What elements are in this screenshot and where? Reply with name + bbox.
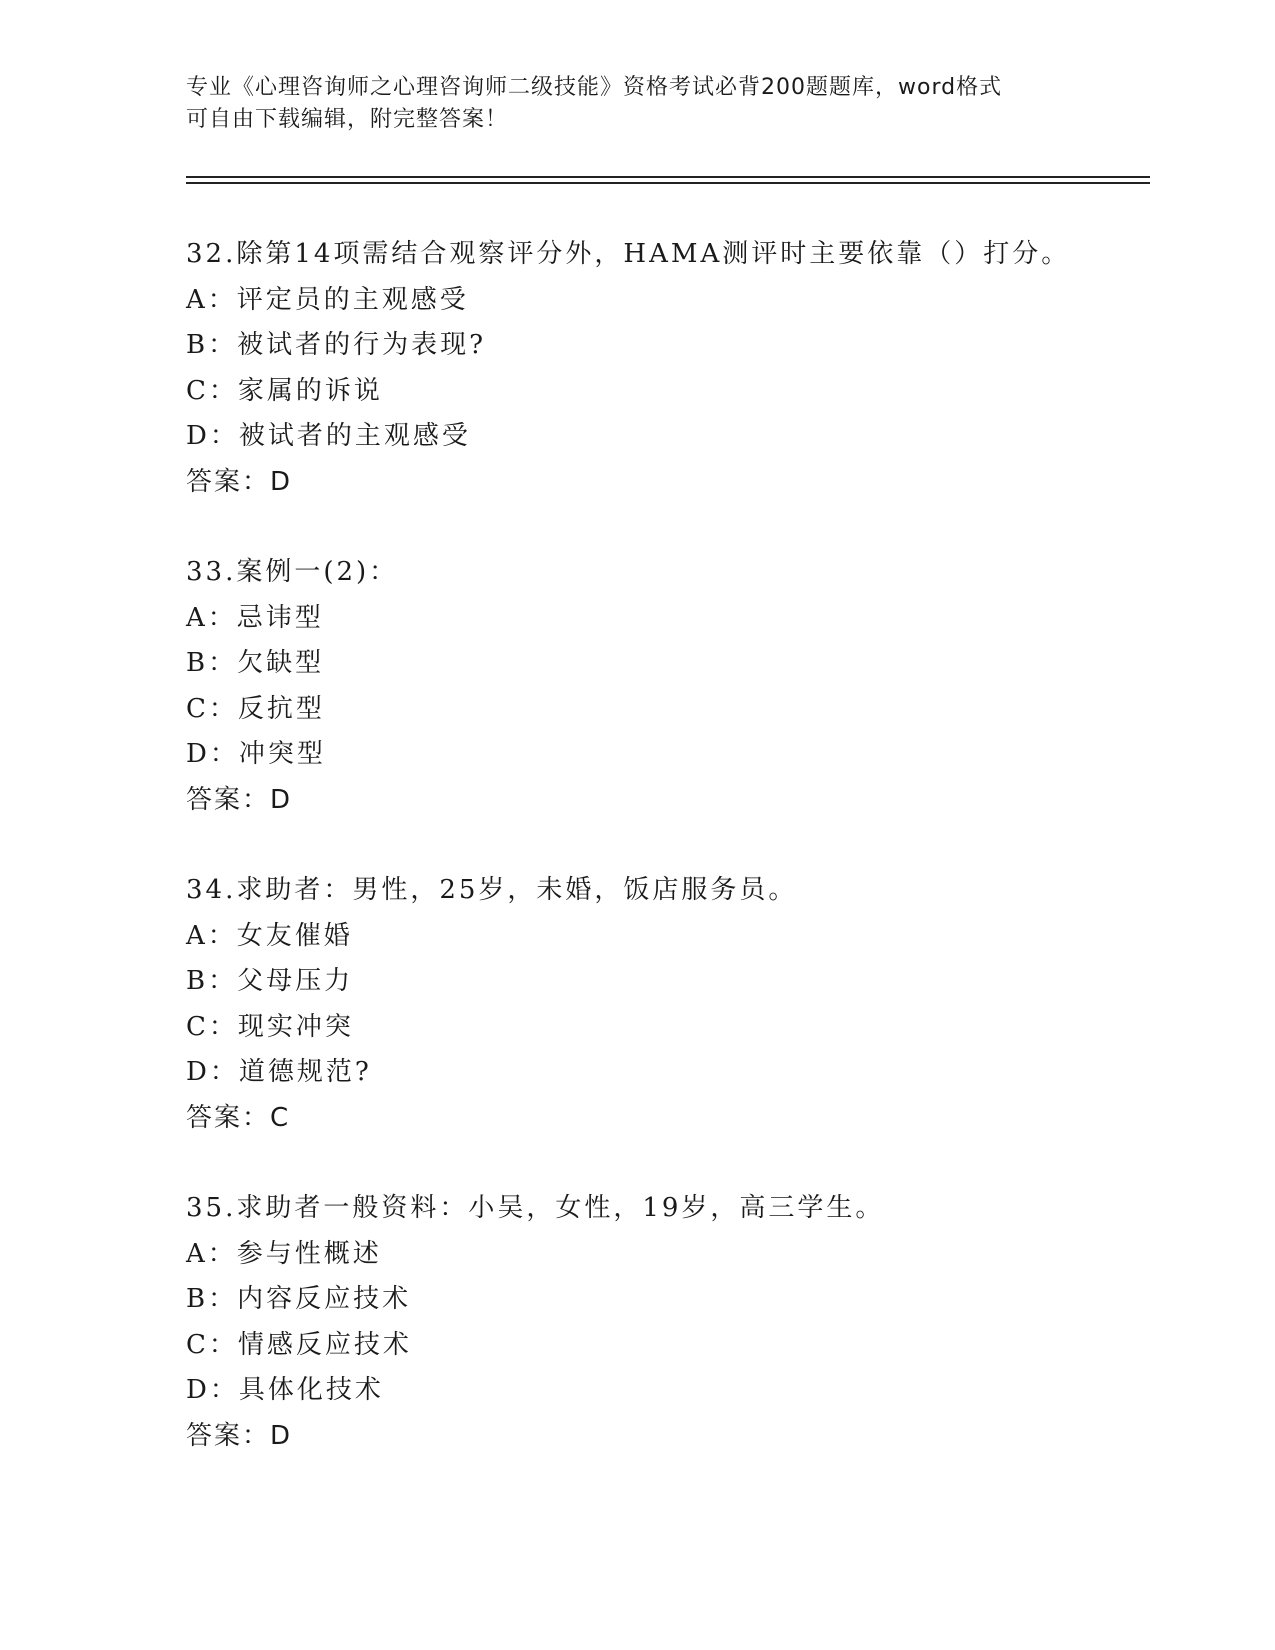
header-divider-top	[186, 176, 1150, 178]
option-b: B：内容反应技术	[186, 1284, 412, 1314]
option-d: D：冲突型	[186, 739, 326, 769]
answer-label: 答案：D	[186, 784, 293, 815]
option-c: C：情感反应技术	[186, 1329, 412, 1360]
header-subtitle-line: 可自由下载编辑，附完整答案！	[186, 107, 509, 132]
option-b: B：被试者的行为表现?	[186, 330, 487, 360]
answer-label: 答案：C	[186, 1102, 291, 1133]
question-item	[186, 232, 1186, 505]
question-stem: 34.求助者：男性，25岁，未婚，饭店服务员。	[186, 875, 798, 905]
option-d: D：道德规范?	[186, 1057, 372, 1087]
question-item	[186, 868, 1186, 1141]
option-c: C：家属的诉说	[186, 375, 383, 406]
option-c: C：现实冲突	[186, 1011, 354, 1042]
option-a: A：忌讳型	[186, 602, 324, 633]
option-d: D：被试者的主观感受	[186, 421, 471, 451]
document-header	[186, 72, 1086, 136]
question-stem: 35.求助者一般资料：小吴，女性，19岁，高三学生。	[186, 1193, 885, 1223]
question-stem: 32.除第14项需结合观察评分外，HAMA测评时主要依靠（）打分。	[186, 239, 1071, 269]
answer-label: 答案：D	[186, 1420, 293, 1451]
option-c: C：反抗型	[186, 693, 325, 724]
option-a: A：女友催婚	[186, 920, 353, 951]
question-stem: 33.案例一(2)：	[186, 557, 399, 587]
answer-label: 答案：D	[186, 466, 293, 497]
header-divider-bottom	[186, 182, 1150, 184]
question-item	[186, 550, 1186, 823]
option-b: B：父母压力	[186, 966, 354, 996]
option-a: A：参与性概述	[186, 1238, 382, 1269]
header-title-line: 专业《心理咨询师之心理咨询师二级技能》资格考试必背200题题库，word格式	[186, 75, 1003, 100]
question-item	[186, 1186, 1186, 1459]
option-b: B：欠缺型	[186, 648, 325, 678]
option-a: A：评定员的主观感受	[186, 284, 469, 315]
option-d: D：具体化技术	[186, 1375, 384, 1405]
